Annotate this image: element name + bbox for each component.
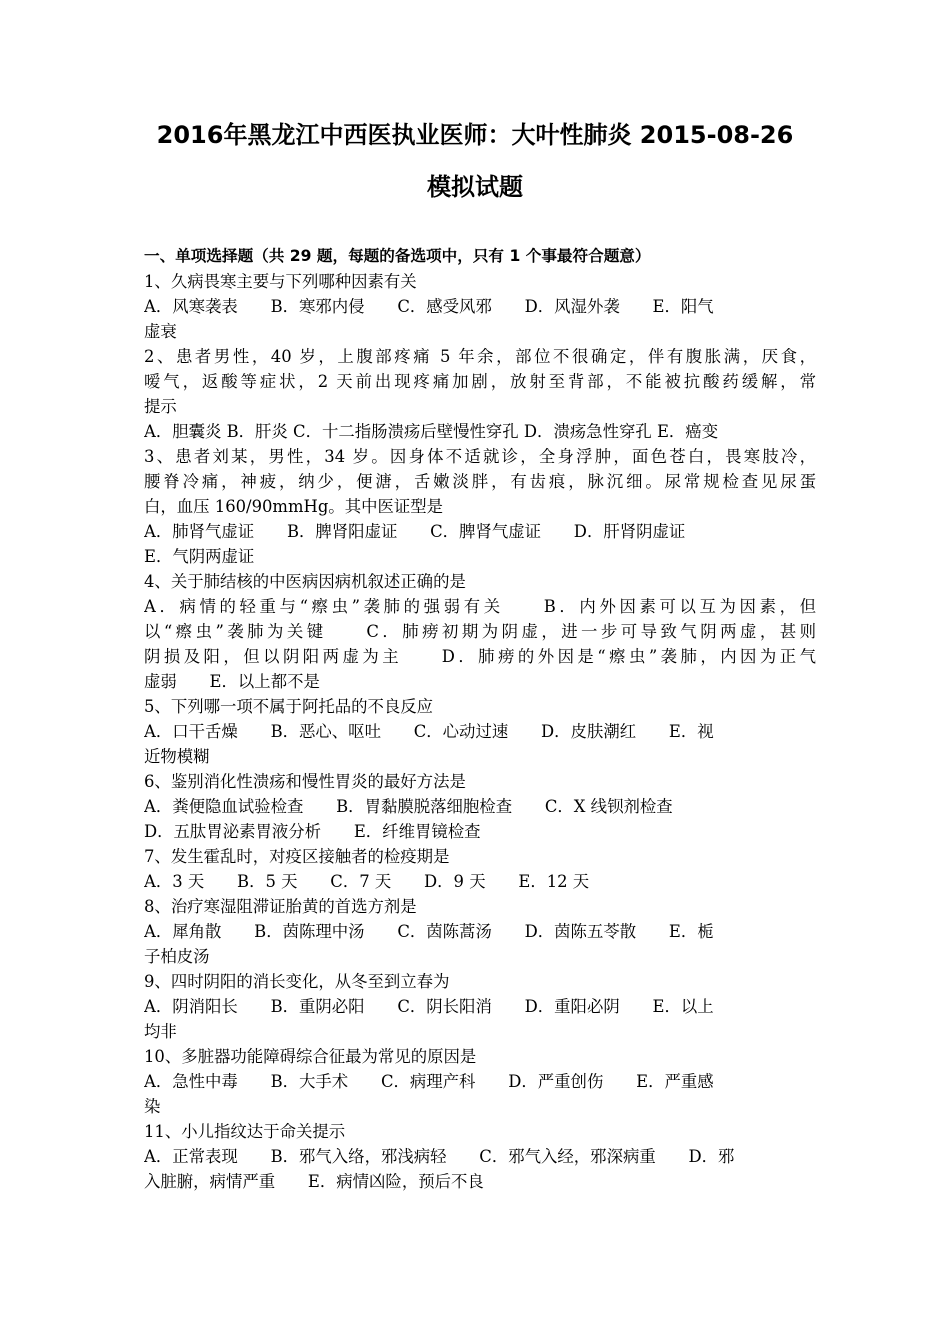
document-line: 10、多脏器功能障碍综合征最为常见的原因是 bbox=[144, 1047, 477, 1066]
document-line: A．口干舌燥 B．恶心、呕吐 C．心动过速 D．皮肤潮红 E．视 bbox=[144, 722, 714, 741]
document-line: 8、治疗寒湿阻滞证胎黄的首选方剂是 bbox=[144, 897, 417, 916]
document-line: 均非 bbox=[144, 1022, 177, 1041]
document-line: 虚弱 E．以上都不是 bbox=[144, 672, 320, 691]
document-line: A．阴消阳长 B．重阴必阳 C．阴长阳消 D．重阳必阴 E．以上 bbox=[144, 997, 714, 1016]
document-line: 7、发生霍乱时，对疫区接触者的检疫期是 bbox=[144, 847, 450, 866]
section-heading: 一、单项选择题（共 29 题，每题的备选项中，只有 1 个事最符合题意） bbox=[144, 247, 651, 265]
document-line: A．病情的轻重与“瘵虫”袭肺的强弱有关 B．内外因素可以互为因素，但 bbox=[144, 597, 816, 616]
document-line: A．3 天 B．5 天 C．7 天 D．9 天 E．12 天 bbox=[144, 872, 590, 891]
document-line: 6、鉴别消化性溃疡和慢性胃炎的最好方法是 bbox=[144, 772, 466, 791]
document-line: A．粪便隐血试验检查 B．胃黏膜脱落细胞检查 C．X 线钡剂检查 bbox=[144, 797, 673, 816]
document-line: 阴损及阳，但以阴阳两虚为主 D．肺痨的外因是“瘵虫”袭肺，内因为正气 bbox=[144, 647, 816, 666]
document-line: A．肺肾气虚证 B．脾肾阳虚证 C．脾肾气虚证 D．肝肾阴虚证 bbox=[144, 522, 686, 541]
document-line: 腰脊冷痛，神疲，纳少，便溏，舌嫩淡胖，有齿痕，脉沉细。尿常规检查见尿蛋 bbox=[144, 472, 816, 491]
document-line: 5、下列哪一项不属于阿托品的不良反应 bbox=[144, 697, 434, 716]
document-line: 3、患者刘某，男性，34 岁。因身体不适就诊，全身浮肿，面色苍白，畏寒肢冷， bbox=[144, 447, 816, 466]
document-line: 近物模糊 bbox=[144, 747, 210, 766]
document-line: A．犀角散 B．茵陈理中汤 C．茵陈蒿汤 D．茵陈五苓散 E．栀 bbox=[144, 922, 714, 941]
document-line: A．风寒袭表 B．寒邪内侵 C．感受风邪 D．风湿外袭 E．阳气 bbox=[144, 297, 714, 316]
document-line: 子柏皮汤 bbox=[144, 947, 210, 966]
document-body bbox=[144, 244, 816, 1194]
document-line: 2、患者男性，40 岁，上腹部疼痛 5 年余，部位不很确定，伴有腹胀满，厌食， bbox=[144, 347, 816, 366]
document-line: E．气阴两虚证 bbox=[144, 547, 255, 566]
document-line: 白，血压 160/90mmHg。其中医证型是 bbox=[144, 497, 444, 516]
document-line: 提示 bbox=[144, 397, 177, 416]
document-line: 9、四时阴阳的消长变化，从冬至到立春为 bbox=[144, 972, 450, 991]
document-title-line-2: 模拟试题 bbox=[427, 173, 523, 201]
document-line: A．胆囊炎 B．肝炎 C．十二指肠溃疡后壁慢性穿孔 D．溃疡急性穿孔 E．癌变 bbox=[144, 422, 719, 441]
document-line: D．五肽胃泌素胃液分析 E．纤维胃镜检查 bbox=[144, 822, 481, 841]
document-title-line-1: 2016年黑龙江中西医执业医师：大叶性肺炎 2015-08-26 bbox=[156, 121, 794, 149]
document-line: 入脏腑，病情严重 E．病情凶险，预后不良 bbox=[144, 1172, 484, 1191]
document-line: 4、关于肺结核的中医病因病机叙述正确的是 bbox=[144, 572, 466, 591]
question-lines bbox=[144, 269, 816, 1194]
document-line: A．急性中毒 B．大手术 C．病理产科 D．严重创伤 E．严重感 bbox=[144, 1072, 714, 1091]
document-line: 1、久病畏寒主要与下列哪种因素有关 bbox=[144, 272, 417, 291]
document-line: 虚衰 bbox=[144, 322, 177, 341]
document-line: 以“瘵虫”袭肺为关键 C．肺痨初期为阴虚，进一步可导致气阴两虚，甚则 bbox=[144, 622, 816, 641]
document-line: 嗳气，返酸等症状，2 天前出现疼痛加剧，放射至背部，不能被抗酸药缓解，常 bbox=[144, 372, 816, 391]
document-line: 染 bbox=[144, 1097, 161, 1116]
document-line: A．正常表现 B．邪气入络，邪浅病轻 C．邪气入经，邪深病重 D．邪 bbox=[144, 1147, 735, 1166]
document-line: 11、小儿指纹达于命关提示 bbox=[144, 1122, 346, 1141]
